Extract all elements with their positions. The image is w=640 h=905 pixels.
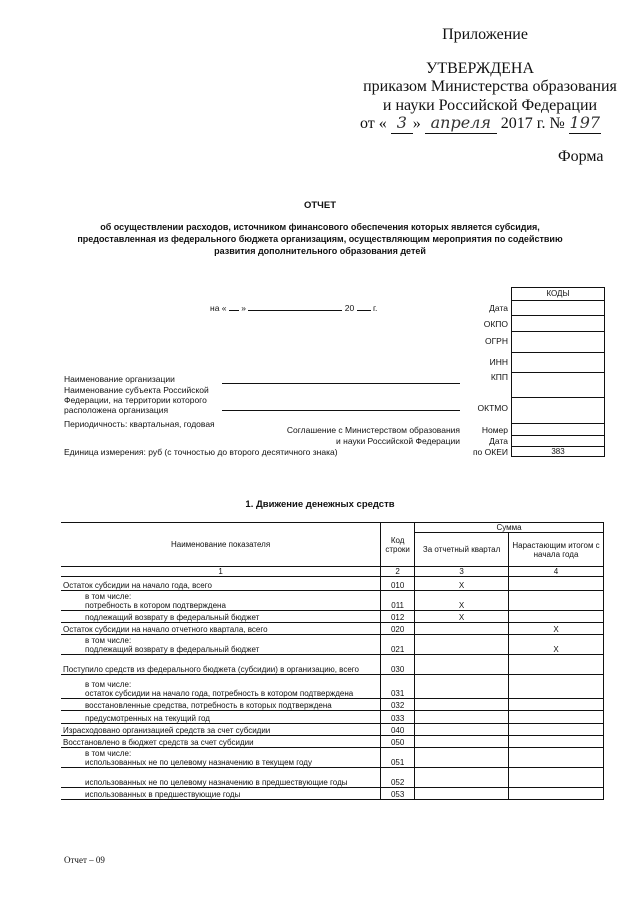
approved-label: УТВЕРЖДЕНА [425,60,534,77]
table-row [61,748,604,768]
row-c3-cell[interactable] [415,635,509,655]
code-cell-kpp[interactable] [512,372,604,397]
head-name: Наименование показателя [61,523,381,567]
table-row [61,635,604,655]
row-c3-cell[interactable] [415,788,509,800]
row-name-cell: в том числе: использованных не по целевому назначению в текущем году [61,748,381,768]
approval-line-2: и науки Российской Федерации [382,97,598,114]
date-prefix: от « [360,115,387,132]
approval-line-1: приказом Министерства образования [363,78,617,95]
row-name-cell: Поступило средств из федерального бюджета (субсидии) в организацию, всего [61,655,381,675]
row-c4-cell[interactable] [509,591,604,611]
row-c3-cell[interactable] [415,623,509,635]
col-num-4: 4 [509,567,604,577]
table-row [61,623,604,635]
row-code-cell: 051 [381,748,415,768]
code-label-oktmo: ОКТМО [477,403,508,413]
row-c3-cell[interactable] [415,655,509,675]
code-cell-oktmo[interactable] [512,397,604,423]
head-code: Код строки [381,523,415,567]
code-cell-date[interactable] [512,300,604,315]
table-row [61,699,604,711]
row-c3-cell[interactable] [415,724,509,736]
codes-header: КОДЫ [546,289,570,298]
row-code-cell: 030 [381,655,415,675]
org-name-label: Наименование организации [64,374,175,384]
date-month: апреля [425,113,497,134]
row-code-cell: 021 [381,635,415,655]
row-c3-cell[interactable]: X [415,591,509,611]
row-code-cell: 031 [381,675,415,699]
table-row [61,591,604,611]
col-num-1: 1 [61,567,381,577]
row-name-cell: Остаток субсидии на начало отчетного квартала, всего [61,623,381,635]
report-date-line [210,303,377,313]
subject-label-2: Федерации, на территории которого [64,395,207,405]
appendix-title: Приложение [442,26,528,43]
row-code-cell: 010 [381,577,415,591]
row-c4-cell[interactable] [509,736,604,748]
row-code-cell: 012 [381,611,415,623]
code-label-agreement-date: Дата [489,436,508,446]
row-c4-cell[interactable] [509,724,604,736]
row-c4-cell[interactable] [509,768,604,788]
row-c4-cell[interactable] [509,748,604,768]
row-c4-cell[interactable] [509,711,604,724]
row-c4-cell[interactable] [509,788,604,800]
row-c3-cell[interactable]: X [415,611,509,623]
approval-date-line [360,113,601,134]
code-cell-inn[interactable] [512,352,604,372]
col-num-3: 3 [415,567,509,577]
row-c4-cell[interactable] [509,655,604,675]
row-name-cell: Восстановлено в бюджет средств за счет субсидии [61,736,381,748]
row-code-cell: 052 [381,768,415,788]
row-c4-cell[interactable]: X [509,623,604,635]
row-code-cell: 053 [381,788,415,800]
row-c3-cell[interactable] [415,699,509,711]
head-sum: Сумма [415,523,604,533]
report-date-prefix: на « [210,303,227,313]
col-num-2: 2 [381,567,415,577]
report-title: ОТЧЕТ [303,200,336,211]
form-label: Форма [558,148,604,165]
code-cell-number[interactable] [512,423,604,435]
code-label-date: Дата [489,303,508,313]
agreement-label-2: и науки Российской Федерации [336,436,460,446]
footer-label: Отчет – 09 [64,855,105,865]
row-name-cell: Остаток субсидии на начало года, всего [61,577,381,591]
row-name-cell: в том числе: подлежащий возврату в федеральный бюджет [61,635,381,655]
row-code-cell: 033 [381,711,415,724]
table-row [61,655,604,675]
report-year-field[interactable] [357,310,371,311]
code-label-ogrn: ОГРН [484,336,508,346]
report-year-prefix: 20 [344,303,355,313]
report-date-mid: » [241,303,246,313]
row-c4-cell[interactable]: X [509,635,604,655]
code-cell-ogrn[interactable] [512,331,604,352]
row-name-cell: Израсходовано организацией средств за счет субсидии [61,724,381,736]
subject-field[interactable] [222,410,460,411]
org-name-field[interactable] [222,383,460,384]
code-label-inn: ИНН [489,357,508,367]
row-c4-cell[interactable] [509,577,604,591]
code-label-okpo: ОКПО [483,319,508,329]
row-c3-cell[interactable] [415,736,509,748]
row-code-cell: 050 [381,736,415,748]
code-cell-okpo[interactable] [512,315,604,331]
report-subtitle-3: развития дополнительного образования детей [214,246,426,256]
row-name-cell: предусмотренных на текущий год [61,711,381,724]
section-title: 1. Движение денежных средств [245,499,395,510]
row-code-cell: 040 [381,724,415,736]
row-c3-cell[interactable] [415,711,509,724]
report-subtitle-1: об осуществлении расходов, источником финансового обеспечения которых является субсидия, [100,222,540,232]
row-c3-cell[interactable] [415,768,509,788]
table-row [61,736,604,748]
code-cell-okei: 383 [512,446,604,456]
subject-label-1: Наименование субъекта Российской [64,385,209,395]
row-name-cell: в том числе: остаток субсидии на начало года, потребность в котором подтверждена [61,675,381,699]
table-row [61,577,604,591]
row-name-cell: восстановленные средства, потребность в которых подтверждена [61,699,381,711]
periodicity-label: Периодичность: квартальная, годовая [64,419,215,429]
row-code-cell: 032 [381,699,415,711]
row-name-cell: в том числе: потребность в котором подтверждена [61,591,381,611]
table-row [61,611,604,623]
table-row [61,724,604,736]
report-date-month-field[interactable] [248,310,342,311]
row-code-cell: 011 [381,591,415,611]
table-row [61,711,604,724]
agreement-label-1: Соглашение с Министерством образования [286,425,460,435]
row-code-cell: 020 [381,623,415,635]
row-c4-cell[interactable] [509,675,604,699]
table-row [61,675,604,699]
head-period: За отчетный квартал [415,533,509,567]
head-cumulative: Нарастающим итогом с начала года [509,533,604,567]
unit-label: Единица измерения: руб (с точностью до второго десятичного знака) [64,447,338,457]
row-c4-cell[interactable] [509,611,604,623]
codes-box [511,287,605,457]
row-name-cell: использованных в предшествующие годы [61,788,381,800]
row-c4-cell[interactable] [509,699,604,711]
row-name-cell: использованных не по целевому назначению в предшествующие годы [61,768,381,788]
date-day: 3 [391,113,413,134]
report-year-suffix: г. [372,303,378,313]
cash-flow-table [61,522,604,800]
row-c3-cell[interactable] [415,748,509,768]
row-c3-cell[interactable] [415,675,509,699]
code-label-kpp: КПП [490,372,508,382]
report-subtitle-2: предоставленная из федерального бюджета организациям, осуществляющим мероприятия по содействию [77,234,563,244]
code-cell-agreement-date[interactable] [512,435,604,446]
subject-label-3: расположена организация [64,405,169,415]
code-label-number: Номер [481,425,508,435]
date-year: 2017 г. № [500,115,565,132]
row-c3-cell[interactable]: X [415,577,509,591]
date-mid: » [412,115,421,132]
row-name-cell: подлежащий возврату в федеральный бюджет [61,611,381,623]
table-row [61,788,604,800]
code-label-okei: по ОКЕИ [472,447,508,457]
table-row [61,768,604,788]
order-number: 197 [569,113,601,132]
report-date-day-field[interactable] [229,310,239,311]
